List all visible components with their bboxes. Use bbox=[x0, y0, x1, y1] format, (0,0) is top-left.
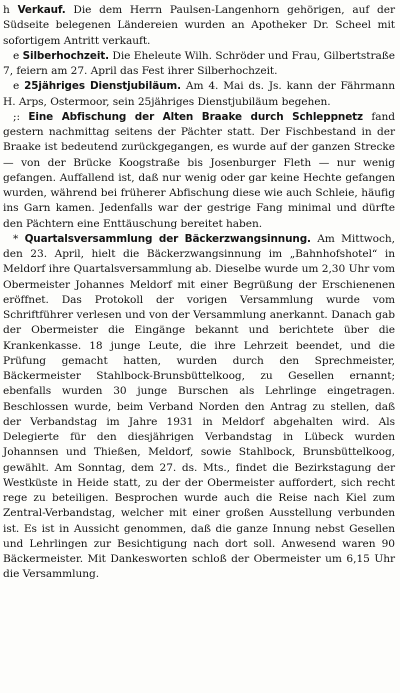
article-silberhochzeit bbox=[3, 49, 395, 80]
article-body: Die Eheleute Wilh. Schröder und Frau, Gilbertstraße 7, feiern am 27. April das Fest ihrer Silberhochzeit. bbox=[3, 49, 395, 77]
article-verkauf bbox=[3, 3, 395, 49]
article-body: Die dem Herrn Paulsen-Langenhorn gehörigen, auf der Südseite belegenen Ländereien wurden an Apotheker Dr. Scheel mit sofortigem Antritt verkauft. bbox=[3, 4, 395, 47]
article-body: Am Mittwoch, den 23. April, hielt die Bäckerzwangsinnung im „Bahnhofshotel“ in Meldorf ihre Quartalsversammlung ab. Dieselbe wurde um 2,30 Uhr vom Obermeister Johannes Meldorf mit einer Begrüßung der Erschienenen eröffnet. Das Protokoll der vorigen Versammlung wurde vom Schriftführer verlesen und von der Versammlung anerkannt. Danach gab der Obermeister die Eingänge bekannt und berichtete über die Krankenkasse. 18 junge Leute, die ihre Lehrzeit beendet, und die Prüfung gemacht hatten, wurden durch den Sprechmeister, Bäckermeister Stahlbock-Brunsbüttelkoog, zu Gesellen ernannt; ebenfalls wurden 30 junge Burschen als Lehrlinge eingetragen. Beschlossen wurde, beim Verband Norden den Antrag zu stellen, daß der Verbandstag im Jahre 1931 in Meldorf abgehalten wird. Als Delegierte für den diesjährigen Verbandstag in Lübeck wurden Johannsen und Thießen, Meldorf, sowie Stahlbock, Brunsbüttelkoog, gewählt. Am Sonntag, dem 27. ds. Mts., findet die Bezirkstagung der Westküste in Heide statt, zu der der Obermeister auffordert, sich recht rege zu beteiligen. Besprochen wurde auch die Reise nach Kiel zum Zentral-Verbandstag, welcher mit einer großen Ausstellung verbunden ist. Es ist in Aussicht genommen, daß die ganze Innung nebst Gesellen und Lehrlingen zur Besichtigung nach dort soll. Anwesend waren 90 Bäckermeister. Mit Dankesworten schloß der Obermeister um 6,15 Uhr die Versammlung. bbox=[3, 232, 395, 581]
article-prefix: h bbox=[3, 4, 10, 16]
article-heading: Silberhochzeit. bbox=[22, 49, 110, 62]
article-body: Am 4. Mai ds. Js. kann der Fährmann H. Arps, Ostermoor, sein 25jähriges Dienstjubiläum begehen. bbox=[3, 80, 395, 108]
news-column bbox=[3, 3, 395, 583]
article-prefix: * bbox=[13, 232, 19, 245]
article-heading: 25jähriges Dienstjubiläum. bbox=[24, 80, 181, 93]
article-prefix: e bbox=[13, 49, 20, 62]
article-prefix: e bbox=[13, 80, 20, 93]
article-heading: Eine Abfischung der Alten Braake durch Schleppnetz bbox=[28, 110, 363, 123]
article-quartalsversammlung bbox=[3, 232, 395, 583]
article-heading: Verkauf. bbox=[17, 4, 66, 16]
article-abfischung bbox=[3, 110, 395, 232]
article-heading: Quartalsversammlung der Bäckerzwangsinnung. bbox=[24, 232, 311, 245]
article-dienstjubilaeum bbox=[3, 79, 395, 110]
article-prefix: ;: bbox=[13, 110, 21, 123]
article-body: fand gestern nachmittag seitens der Pächter statt. Der Fischbestand in der Braake ist bedeutend zurückgegangen, es wurde auf der ganzen Strecke — von der Brücke Koogstraße bis Josenburger Fleth — nur wenig gefangen. Auffallend ist, daß nur wenig oder gar keine Hechte gefangen wurden, während bei früherer Abfischung diese wie auch Schleie, häufig ins Garn kamen. Jedenfalls war der gestrige Fang minimal und dürfte den Pächtern eine Enttäuschung bereitet haben. bbox=[3, 110, 395, 230]
